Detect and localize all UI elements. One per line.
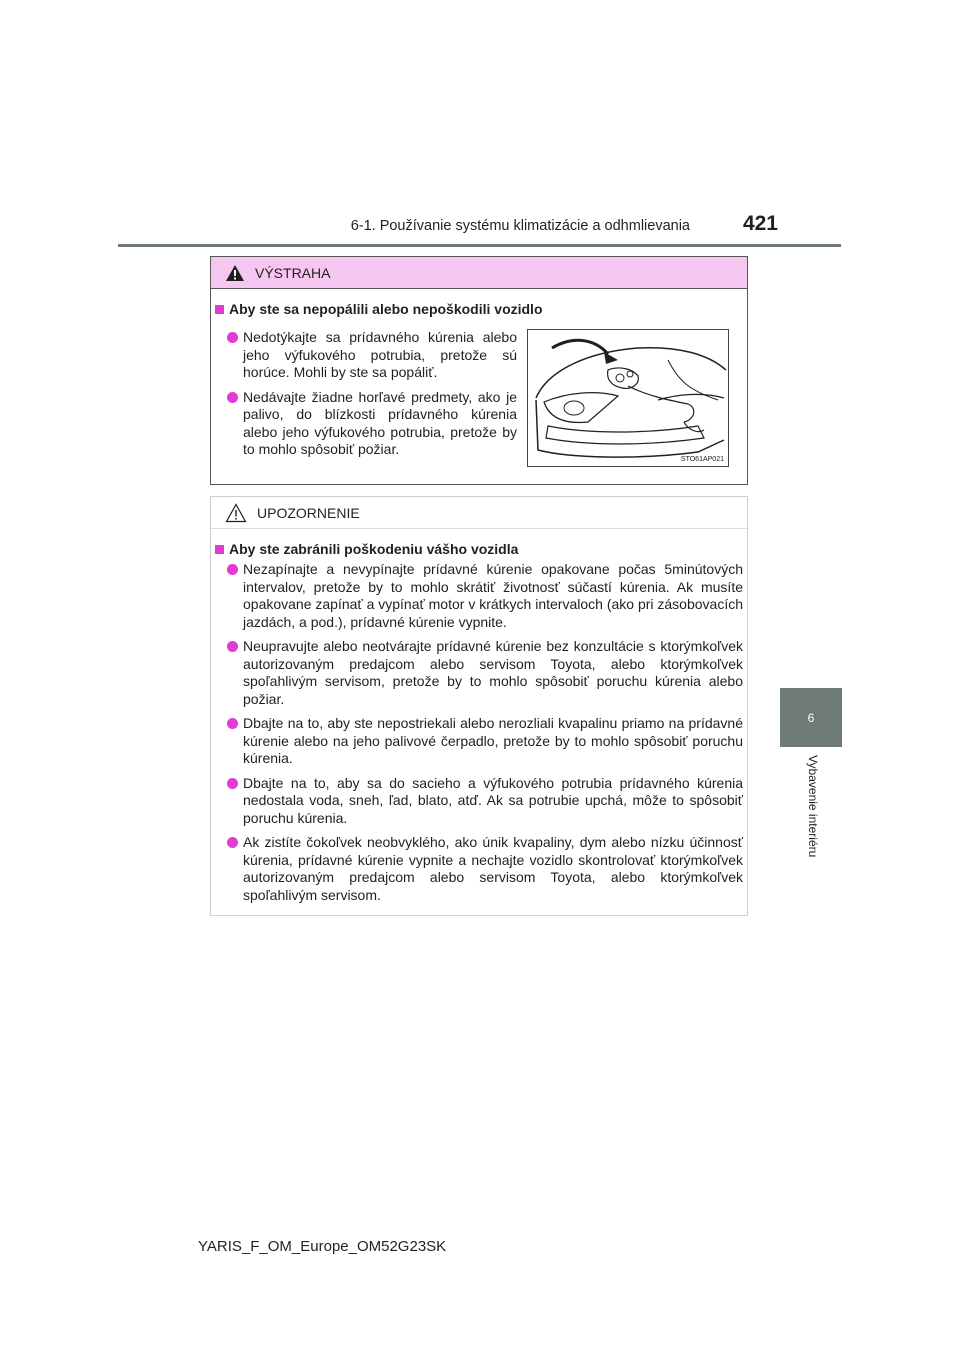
chapter-tab: [780, 688, 842, 747]
circle-bullet-icon: [227, 392, 238, 403]
square-bullet-icon: [215, 545, 224, 554]
warning-box: [210, 256, 748, 485]
circle-bullet-icon: [227, 641, 238, 652]
square-bullet-icon: [215, 305, 224, 314]
warning-triangle-icon: [225, 264, 245, 282]
car-front-illustration: [528, 330, 728, 466]
circle-bullet-icon: [227, 837, 238, 848]
circle-bullet-icon: [227, 564, 238, 575]
circle-bullet-icon: [227, 778, 238, 789]
chapter-tab-label: Vybavenie interiéru: [806, 755, 820, 858]
circle-bullet-icon: [227, 718, 238, 729]
caution-box: [210, 496, 748, 916]
circle-bullet-icon: [227, 332, 238, 343]
caution-bullet-list: [225, 561, 743, 911]
warning-header: [211, 257, 747, 289]
warning-section-title: [215, 301, 543, 317]
caution-triangle-icon: [225, 503, 247, 523]
caution-section-title-text: Aby ste zabránili poškodeniu vášho vozidla: [229, 541, 519, 557]
warning-section-title-text: Aby ste sa nepopálili alebo nepoškodili vozidlo: [229, 301, 543, 317]
list-item: Dbajte na to, aby ste nepostriekali alebo nerozliali kvapalinu priamo na prídavné kúrenie alebo na jeho palivové čerpadlo, pretože by to mohlo spôsobiť poruchu kúrenia.: [225, 715, 743, 768]
list-item: Dbajte na to, aby sa do sacieho a výfukového potrubia prídavného kúrenia nedostala voda, sneh, ľad, blato, atď. Ak sa potrubie upchá, môže to spôsobiť poruchu kúrenia.: [225, 775, 743, 828]
warning-bullet-list: [225, 329, 517, 466]
warning-heading: VÝSTRAHA: [255, 264, 331, 281]
caution-section-title: [215, 541, 518, 557]
caution-header: [211, 497, 747, 529]
caution-heading: UPOZORNENIE: [257, 504, 360, 521]
heater-illustration: [527, 329, 729, 467]
header-rule: [118, 244, 841, 247]
list-item: Neupravujte alebo neotvárajte prídavné kúrenie bez konzultácie s ktorýmkoľvek autorizovaným predajcom alebo servisom Toyota, alebo ktorýmkoľvek spoľahlivým servisom, pretože by to mohlo spôsobiť poruchu kúrenia alebo požiar.: [225, 638, 743, 708]
page-number: 421: [742, 212, 778, 235]
list-item: Ak zistíte čokoľvek neobvyklého, ako únik kvapaliny, dym alebo nízku účinnosť kúrenia, prídavné kúrenie vypnite a nechajte vozidlo skontrolovať ktorýmkoľvek autorizovaným predajcom alebo servisom Toyota, alebo ktorýmkoľvek spoľahlivým servisom.: [225, 834, 743, 904]
list-item: Nedávajte žiadne horľavé predmety, ako je palivo, do blízkosti prídavného kúrenia alebo jeho výfukového potrubia, pretože by to mohlo spôsobiť požiar.: [225, 389, 517, 459]
running-header-title: 6-1. Používanie systému klimatizácie a odhmlievania: [350, 218, 690, 234]
chapter-tab-number: 6: [807, 710, 815, 725]
list-item: Nedotýkajte sa prídavného kúrenia alebo jeho výfukového potrubia, pretože sú horúce. Mohli by ste sa popáliť.: [225, 329, 517, 382]
list-item: Nezapínajte a nevypínajte prídavné kúrenie opakovane počas 5minútových intervalov, pretože by to mohlo skrátiť životnosť súčastí kúrenia. Ak musíte opakovane zapínať a vypínať motor v krátkych intervaloch (ako pri zásobovacích jazdách, a pod.), prídavné kúrenie vypnite.: [225, 561, 743, 631]
image-code: STO61AP021: [680, 456, 724, 463]
document-footer: YARIS_F_OM_Europe_OM52G23SK: [198, 1238, 447, 1255]
